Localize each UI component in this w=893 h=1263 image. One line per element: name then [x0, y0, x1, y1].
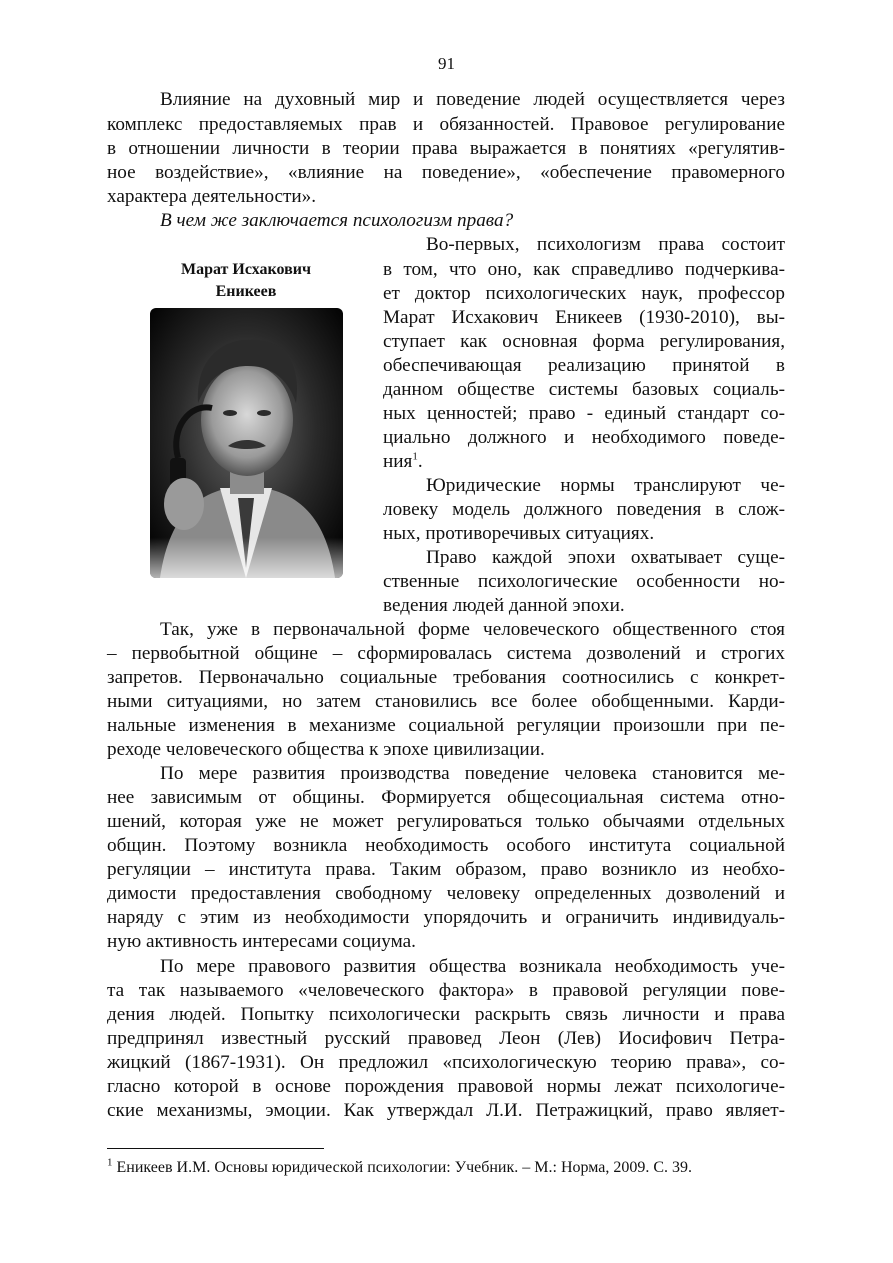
text-line: в том, что оно, как справедливо подчеркива-	[383, 259, 785, 280]
footnote-text: Еникеев И.М. Основы юридической психологии: Учебник. – М.: Норма, 2009. С. 39.	[116, 1159, 693, 1176]
text-line: нее зависимым от общины. Формируется общесоциальная система отно-	[107, 787, 785, 808]
text-line: в отношении личности в теории права выражается в понятиях «регулятив-	[107, 138, 785, 159]
text-line: обеспечивающая реализацию принятой в	[383, 355, 785, 376]
question-line: В чем же заключается психологизм права?	[160, 210, 514, 231]
footnote-rule	[107, 1148, 324, 1149]
text-line: жицкий (1867-1931). Он предложил «психологическую теорию права», со-	[107, 1052, 785, 1073]
text-line: ловеку модель должного поведения в слож-	[383, 499, 785, 520]
portrait-caption	[150, 259, 342, 303]
text-line: наряду с этим из необходимости упорядочить и ограничить индивидуаль-	[107, 907, 785, 928]
text-line: Право каждой эпохи охватывает суще-	[426, 547, 785, 568]
text-line: ния$^1$.	[383, 450, 423, 472]
text-line: ных ценностей; право - единый стандарт со-	[383, 403, 785, 424]
text-line: регуляции – института права. Таким образом, право возникло из необхо-	[107, 859, 785, 880]
text-line: предпринял известный русский правовед Леон (Лев) Иосифович Петра-	[107, 1028, 785, 1049]
text-line: гласно которой в основе порождения правовой нормы лежат психологиче-	[107, 1076, 785, 1097]
text-fragment: ния	[383, 451, 413, 472]
caption-name: Марат Исхакович	[180, 261, 312, 278]
text-line: ственные психологические особенности но-	[383, 571, 785, 592]
text-line: По мере правового развития общества возникала необходимость уче-	[160, 956, 785, 977]
footnote-marker: 1	[107, 1156, 113, 1169]
text-line: Марат Исхакович Еникеев (1930-2010), вы-	[383, 307, 785, 328]
footnote	[107, 1158, 692, 1178]
text-line: ную активность интересами социума.	[107, 931, 416, 952]
text-line: ное воздействие», «влияние на поведение», «обеспечение правомерного	[107, 162, 785, 183]
text-line: димости предоставления свободному человеку определенных дозволений и	[107, 883, 785, 904]
text-line: циально должного и необходимого поведе-	[383, 427, 785, 448]
text-line: ными ситуациями, но затем становились все более обобщенными. Карди-	[107, 691, 785, 712]
text-line: дения людей. Попытку психологически раскрыть связь личности и права	[107, 1004, 785, 1025]
text-line: та так называемого «человеческого фактора» в правовой регуляции пове-	[107, 980, 785, 1001]
text-line: Так, уже в первоначальной форме человеческого общественного стоя	[160, 619, 785, 640]
text-line: характера деятельности».	[107, 186, 317, 207]
text-line: Во-первых, психологизм права состоит	[426, 234, 785, 255]
text-line: ет доктор психологических наук, профессор	[383, 283, 785, 304]
text-line: ных, противоречивых ситуациях.	[383, 523, 655, 544]
footnote-reference[interactable]: 1	[412, 450, 418, 463]
text-line: нальные изменения в механизме социальной регуляции произошли при пе-	[107, 715, 785, 736]
caption-surname: Еникеев	[215, 283, 277, 300]
text-line: ведения людей данной эпохи.	[383, 595, 625, 616]
text-line: ступает как основная форма регулирования,	[383, 331, 785, 352]
text-line: комплекс предоставляемых прав и обязанностей. Правовое регулирование	[107, 114, 785, 135]
text-line: По мере развития производства поведение человека становится ме-	[160, 763, 785, 784]
page-number: 91	[438, 54, 455, 73]
text-line: шений, которая уже не может регулироваться только обычаями отдельных	[107, 811, 785, 832]
portrait-image	[150, 308, 343, 578]
portrait-photo	[150, 308, 343, 578]
text-line: данном обществе системы базовых социаль-	[383, 379, 785, 400]
text-line: – первобытной общине – сформировалась система дозволений и строгих	[107, 643, 785, 664]
text-line: общин. Поэтому возникла необходимость особого института социальной	[107, 835, 785, 856]
text-line: Юридические нормы транслируют че-	[426, 475, 785, 496]
text-line: ские механизмы, эмоции. Как утверждал Л.И. Петражицкий, право являет-	[107, 1100, 785, 1121]
text-line: Влияние на духовный мир и поведение людей осуществляется через	[160, 89, 785, 110]
text-line: реходе человеческого общества к эпохе цивилизации.	[107, 739, 545, 760]
text-line: запретов. Первоначально социальные требования соотносились с конкрет-	[107, 667, 785, 688]
